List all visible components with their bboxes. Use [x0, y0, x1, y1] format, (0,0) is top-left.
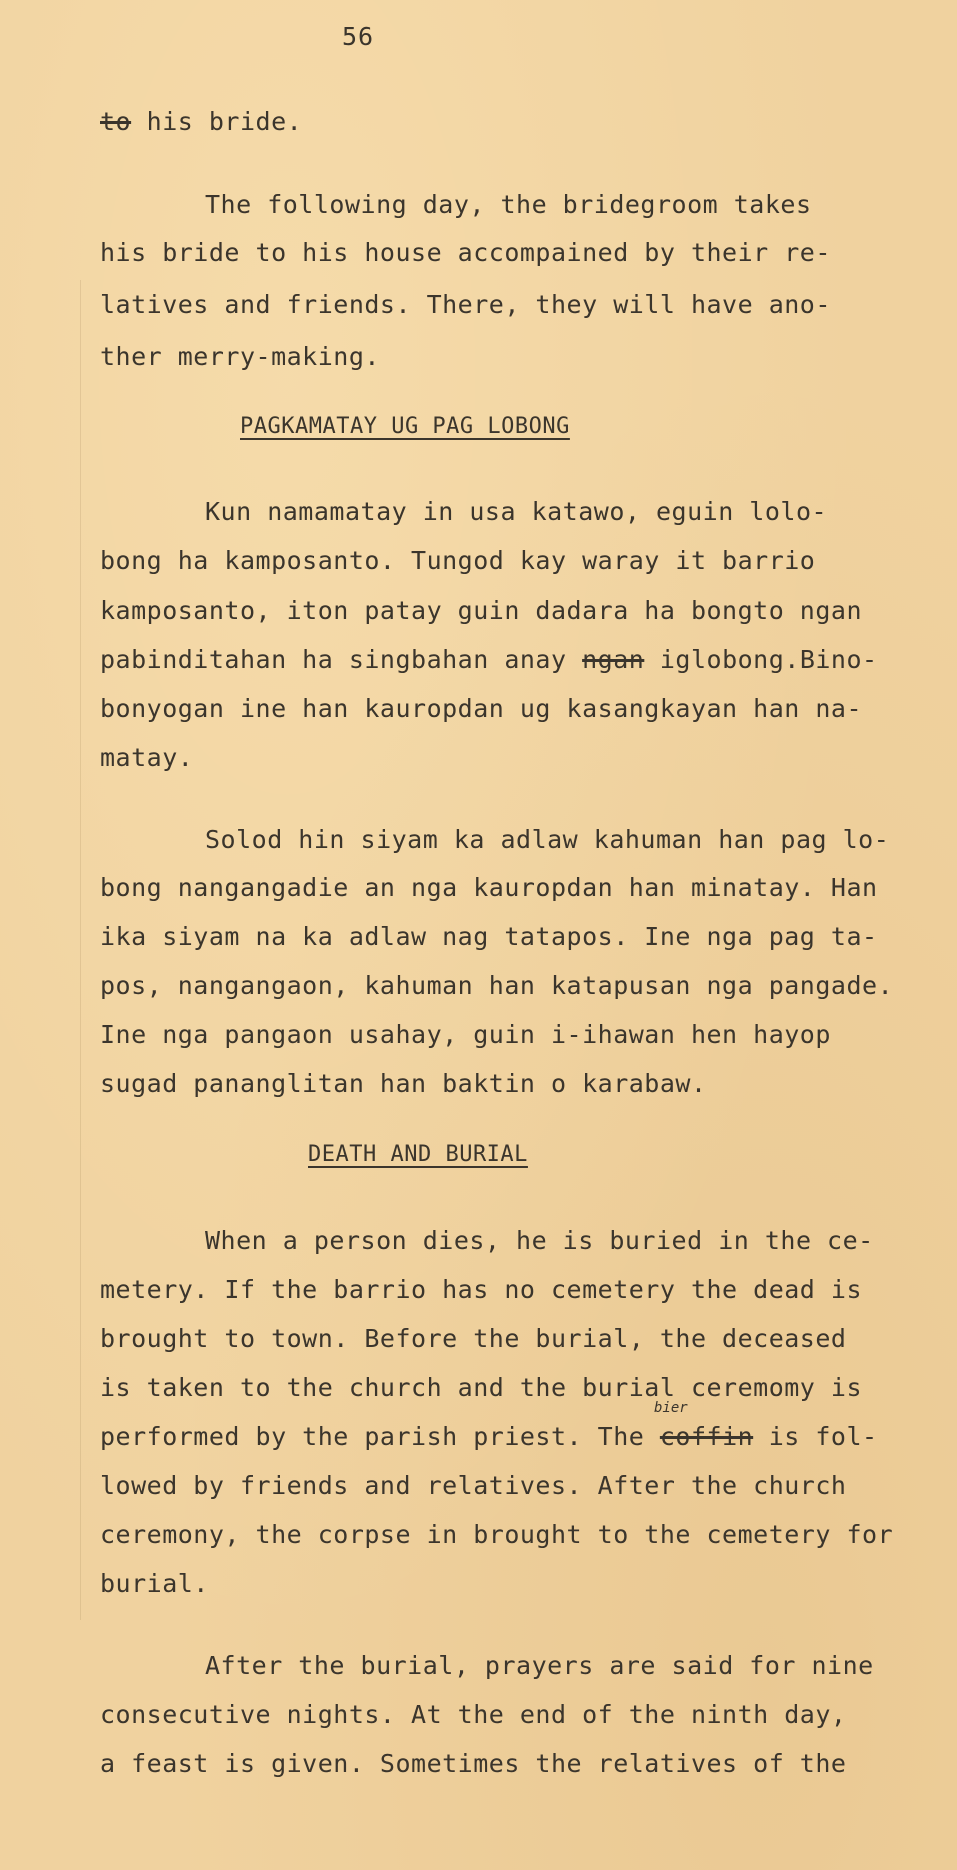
text-line: matay.: [100, 743, 194, 772]
section-heading: PAGKAMATAY UG PAG LOBONG: [240, 414, 570, 439]
text-line: ther merry-making.: [100, 342, 380, 371]
text-line: burial.: [100, 1569, 209, 1598]
section-heading: DEATH AND BURIAL: [308, 1142, 528, 1167]
text-line: brought to town. Before the burial, the deceased: [100, 1324, 847, 1353]
text-line: his bride to his house accompained by their re-: [100, 238, 831, 267]
text-line: consecutive nights. At the end of the ninth day,: [100, 1700, 847, 1729]
text-line: ceremony, the corpse in brought to the cemetery for: [100, 1520, 894, 1549]
struck-word: to: [100, 107, 132, 136]
text-line: bong nangangadie an nga kauropdan han minatay. Han: [100, 873, 878, 902]
text-line: pos, nangangaon, kahuman han katapusan nga pangade.: [100, 971, 894, 1000]
text-line: kamposanto, iton patay guin dadara ha bongto ngan: [100, 596, 863, 625]
text-line: performed by the parish priest. The coffin is fol-: [100, 1422, 878, 1451]
text-line: Kun namamatay in usa katawo, eguin lolo-: [205, 497, 828, 526]
handwritten-insert: bier: [654, 1400, 688, 1416]
page-number: 56: [342, 22, 375, 51]
text-line: Ine nga pangaon usahay, guin i-ihawan hen hayop: [100, 1020, 831, 1049]
text-line: When a person dies, he is buried in the ce-: [205, 1226, 874, 1255]
text-line: metery. If the barrio has no cemetery the dead is: [100, 1275, 863, 1304]
text-line: lowed by friends and relatives. After the church: [100, 1471, 847, 1500]
text-line: Solod hin siyam ka adlaw kahuman han pag lo-: [205, 825, 890, 854]
text-line: After the burial, prayers are said for nine: [205, 1651, 874, 1680]
text-line: bong ha kamposanto. Tungod kay waray it barrio: [100, 546, 816, 575]
text-line: pabinditahan ha singbahan anay ngan iglobong.Bino-: [100, 645, 878, 674]
text-line: is taken to the church and the burial ceremomy is: [100, 1373, 863, 1402]
text-line: bonyogan ine han kauropdan ug kasangkayan han na-: [100, 694, 863, 723]
text-line: ika siyam na ka adlaw nag tatapos. Ine nga pag ta-: [100, 922, 878, 951]
text-line: The following day, the bridegroom takes: [205, 190, 812, 219]
text-line: a feast is given. Sometimes the relatives of the: [100, 1749, 847, 1778]
text-line: latives and friends. There, they will have ano-: [100, 290, 831, 319]
text-line: sugad pananglitan han baktin o karabaw.: [100, 1069, 707, 1098]
struck-word: coffin: [659, 1422, 754, 1451]
margin-rule: [80, 280, 81, 1620]
text-line: to his bride.: [100, 107, 303, 136]
struck-word: ngan: [582, 645, 645, 674]
